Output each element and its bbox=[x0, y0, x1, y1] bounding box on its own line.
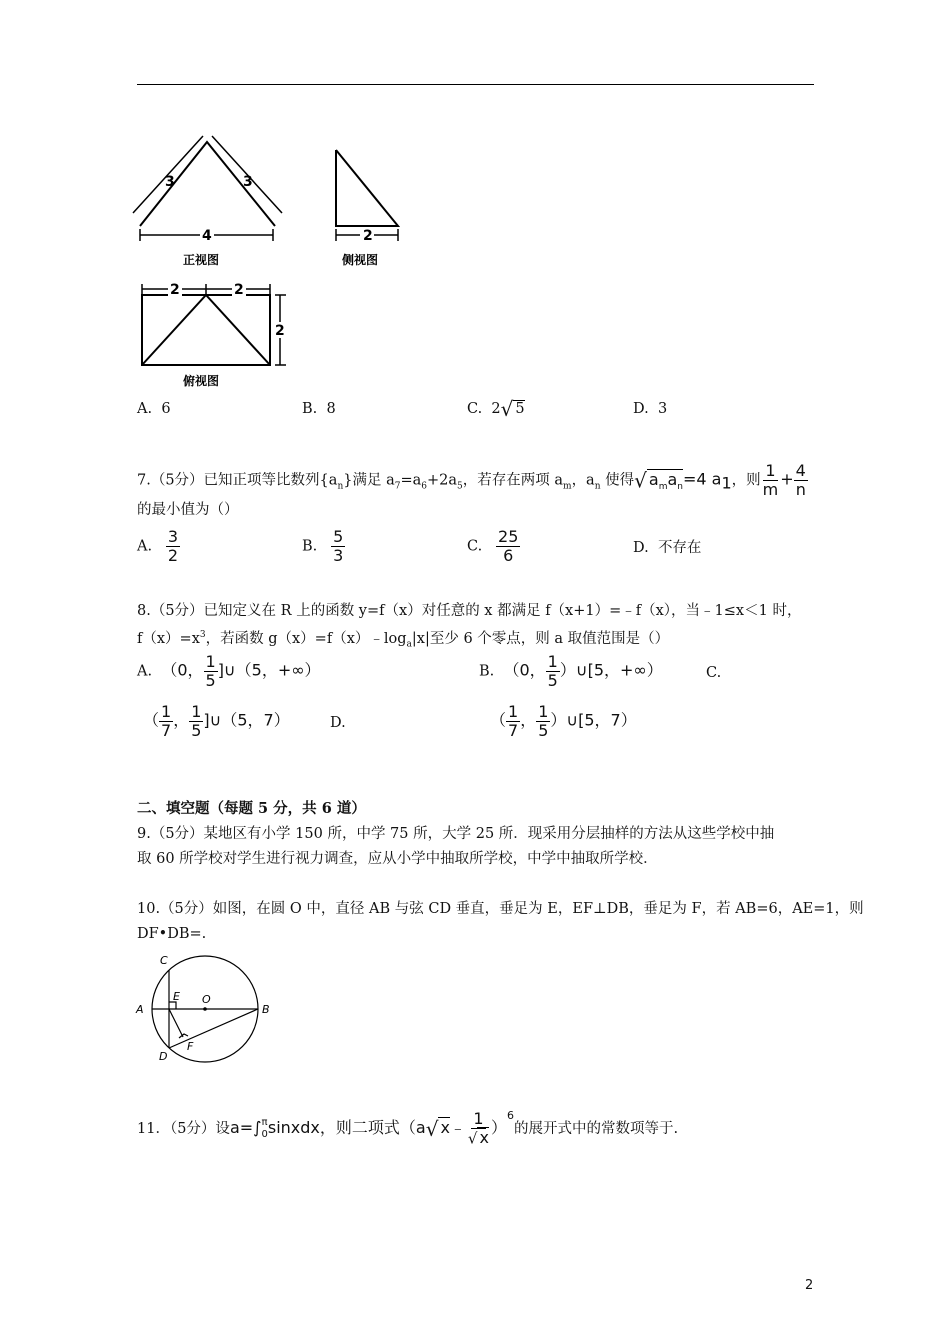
dim-2-top-height: 2 bbox=[275, 323, 285, 339]
q8-option-c-letter: C. bbox=[706, 665, 722, 681]
q8-option-d-letter: D. bbox=[330, 715, 346, 731]
q10-stem-line2: DF•DB=. bbox=[137, 926, 207, 942]
top-view-rectangle bbox=[142, 295, 270, 365]
top-view-label: 俯视图 bbox=[183, 374, 220, 388]
q6-option-d: D. 3 bbox=[633, 401, 668, 417]
section-heading: 二、填空题（每题 5 分，共 6 道） bbox=[137, 800, 366, 817]
q7-stem-line1: 7.（5分）已知正项等比数列$\{a_n\}$满足 $a_7=a_6+2a_5$，若存在两项 $a_m$，$a_n$ 使得√ $a_ma_n=4$ $a_1$，则 $\frac{1}{m}$ + $\frac{4}{n}$ bbox=[137, 461, 806, 499]
side-view-triangle bbox=[336, 150, 398, 226]
segment-ef bbox=[169, 1009, 183, 1037]
q9-stem-line1: 9.（5分）某地区有小学 150 所，中学 75 所，大学 25 所．现采用分层抽样的方法从这些学校中抽 bbox=[137, 826, 775, 842]
q8-option-c: （ $\frac{1}{7}$ ， $\frac{1}{5}$ ]∪（5，7） bbox=[143, 702, 290, 740]
q7-option-a: A. $\frac{3}{2}$ bbox=[137, 527, 179, 565]
label-a: A bbox=[136, 1003, 144, 1016]
segment-db bbox=[169, 1009, 258, 1048]
side-view-label: 侧视图 bbox=[342, 253, 379, 267]
dim-4: 4 bbox=[202, 228, 212, 244]
dim-2-top-left: 2 bbox=[170, 282, 180, 298]
q7-stem-line2: 的最小值为（） bbox=[137, 502, 239, 518]
q8-option-d: （ $\frac{1}{7}$ ， $\frac{1}{5}$ ）∪[5，7） bbox=[490, 702, 637, 740]
q7-option-b: B. $\frac{5}{3}$ bbox=[302, 527, 344, 565]
label-f: F bbox=[187, 1040, 194, 1053]
q8-option-b: B. （0， $\frac{1}{5}$ ）∪[5，+∞） bbox=[479, 652, 663, 690]
q9-stem-line2: 取 60 所学校对学生进行视力调查，应从小学中抽取所学校，中学中抽取所学校． bbox=[137, 851, 658, 867]
q7-option-c: C. $\frac{25}{6}$ bbox=[467, 527, 519, 565]
page-number: 2 bbox=[805, 1278, 814, 1293]
q6-option-a: A. 6 bbox=[137, 401, 171, 417]
q7-option-d: D. 不存在 bbox=[633, 540, 702, 556]
q11-stem: 11．（5分）设a=∫ π 0 sinxdx，则二项式（a√ x﹣ $\frac{1}{√ x}$ ）$^6$的展开式中的常数项等于. bbox=[137, 1109, 679, 1148]
front-view-label: 正视图 bbox=[183, 253, 220, 267]
q8-stem-line2: $f(x)=x^3$，若函数 $g(x)=f(x)﹣\log_a|x|$至少 6 个零点，则 a 取值范围是（） bbox=[137, 630, 670, 650]
circle-diagram bbox=[132, 950, 280, 1065]
q6-option-c: C. 2√ 5 bbox=[467, 397, 525, 421]
label-c: C bbox=[160, 954, 168, 967]
dim-2-side: 2 bbox=[363, 228, 373, 244]
dim-3-right: 3 bbox=[243, 174, 253, 190]
q10-stem-line1: 10.（5分）如图，在圆 O 中，直径 AB 与弦 CD 垂直，垂足为 E，EF⊥DB，垂足为 F，若 AB=6，AE=1，则 bbox=[137, 901, 864, 917]
label-b: B bbox=[262, 1003, 270, 1016]
q8-option-a: A. （0， $\frac{1}{5}$ ]∪（5，+∞） bbox=[137, 652, 321, 690]
dim-2-top-right: 2 bbox=[234, 282, 244, 298]
q8-stem-line1: 8.（5分）已知定义在 R 上的函数 y=f（x）对任意的 x 都满足 f（x+1）=﹣f（x），当﹣1≤x＜1 时， bbox=[137, 603, 802, 619]
dim-3-left: 3 bbox=[165, 174, 175, 190]
q6-option-b: B. 8 bbox=[302, 401, 336, 417]
header-rule bbox=[137, 84, 814, 85]
label-d: D bbox=[159, 1050, 168, 1063]
label-o: O bbox=[202, 993, 211, 1006]
label-e: E bbox=[173, 990, 180, 1003]
three-views-figure bbox=[130, 128, 410, 390]
